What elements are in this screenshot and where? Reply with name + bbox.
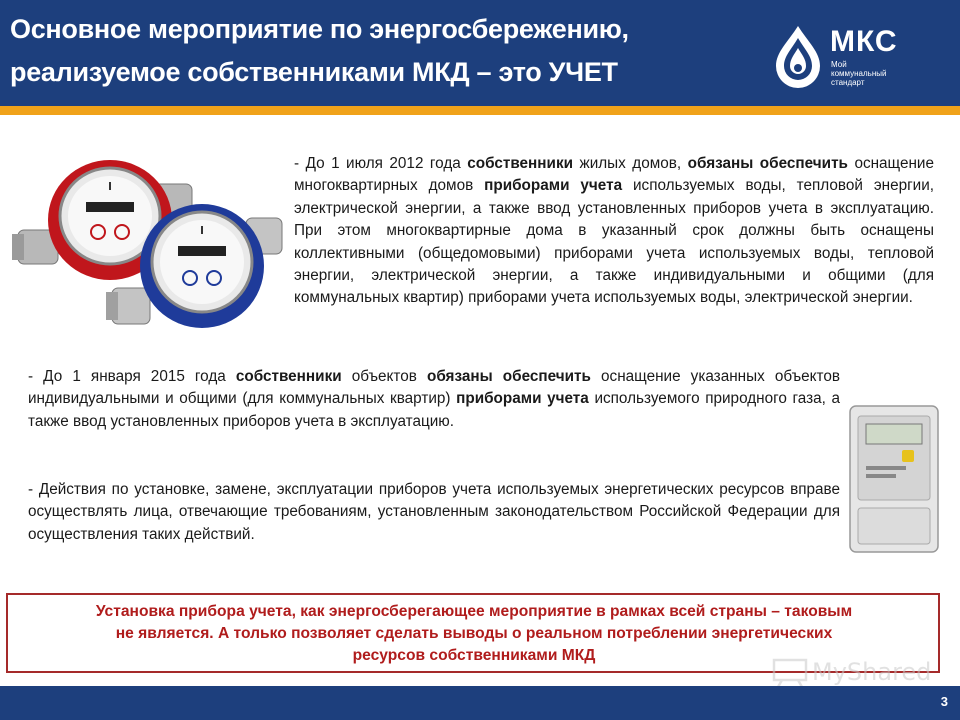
paragraph-text: - До 1 июля 2012 года: [294, 155, 468, 172]
page-number: 3: [940, 694, 948, 709]
paragraph-text: жилых домов,: [573, 155, 688, 172]
paragraph-text: используемых воды, тепловой энергии, электрической энергии, а также ввод установленных приборов учета в эксплуатацию. При этом многоквартирные дома в указанный срок должны быть оснащены коллективными (общедомовыми) приборами учета используемых воды, тепловой энергии, электрической энергии, а также индивидуальными и общими (для коммунальных квартир) приборами учета используемых воды, электрической энергии.: [294, 177, 935, 307]
title-line-2: реализуемое собственниками МКД – это УЧЕТ: [10, 57, 618, 87]
emphasis-text: обязаны обеспечить: [426, 368, 591, 385]
emphasis-text: собственники: [467, 155, 573, 172]
water-meters-photo: [12, 138, 284, 343]
paragraph-text: - Действия по установке, замене, эксплуатации приборов учета используемых энергетических ресурсов вправе осуществлять лица, отвечающие требованиям, установленным законодательством Российской Федерации для осуществления таких действий.: [28, 481, 840, 543]
title-line-1: Основное мероприятие по энергосбережению,: [10, 14, 629, 44]
logo-wordmark: МКС: [830, 25, 898, 58]
paragraph-text: оснащение указанных объектов индивидуальными и общими (для коммунальных квартир): [28, 368, 840, 408]
paragraph-2012-deadline: [294, 153, 934, 310]
logo-sub-line-2: коммунальный: [831, 69, 887, 78]
paragraph-text: объектов: [341, 368, 427, 385]
emphasis-text: обязаны обеспечить: [687, 155, 848, 172]
paragraph-installation-actions: [28, 479, 840, 546]
accent-stripe: [0, 106, 960, 115]
presentation-board-icon: [772, 658, 808, 688]
paragraph-text: используемого природного газа, а также ввод установленных приборов учета в эксплуатацию.: [28, 390, 840, 430]
logo-sub-line-3: стандарт: [831, 78, 865, 87]
page-title: [10, 8, 750, 94]
watermark-text: MyShared: [812, 658, 932, 686]
footer-bar: [0, 686, 960, 720]
note-line-2: не является. А только позволяет сделать выводы о реальном потреблении энергетических: [115, 625, 833, 642]
emphasis-text: приборами учета: [456, 390, 589, 408]
electricity-meter-photo: [846, 404, 942, 554]
emphasis-text: приборами учета: [484, 177, 623, 195]
logo-sub-line-1: Мой: [831, 60, 847, 69]
paragraph-text: - До 1 января 2015 года: [28, 368, 236, 385]
paragraph-2015-deadline: [28, 366, 840, 433]
mks-logo: [770, 22, 950, 92]
emphasis-text: собственники: [235, 368, 342, 385]
note-line-1: Установка прибора учета, как энергосберегающее мероприятие в рамках всей страны – таковым: [95, 603, 853, 620]
watermark: [768, 656, 948, 690]
note-line-3: ресурсов собственниками МКД: [352, 647, 596, 664]
paragraph-text: оснащение многоквартирных домов: [294, 155, 934, 195]
logo-subtitle: [831, 60, 886, 87]
water-drop-icon: [770, 24, 826, 88]
